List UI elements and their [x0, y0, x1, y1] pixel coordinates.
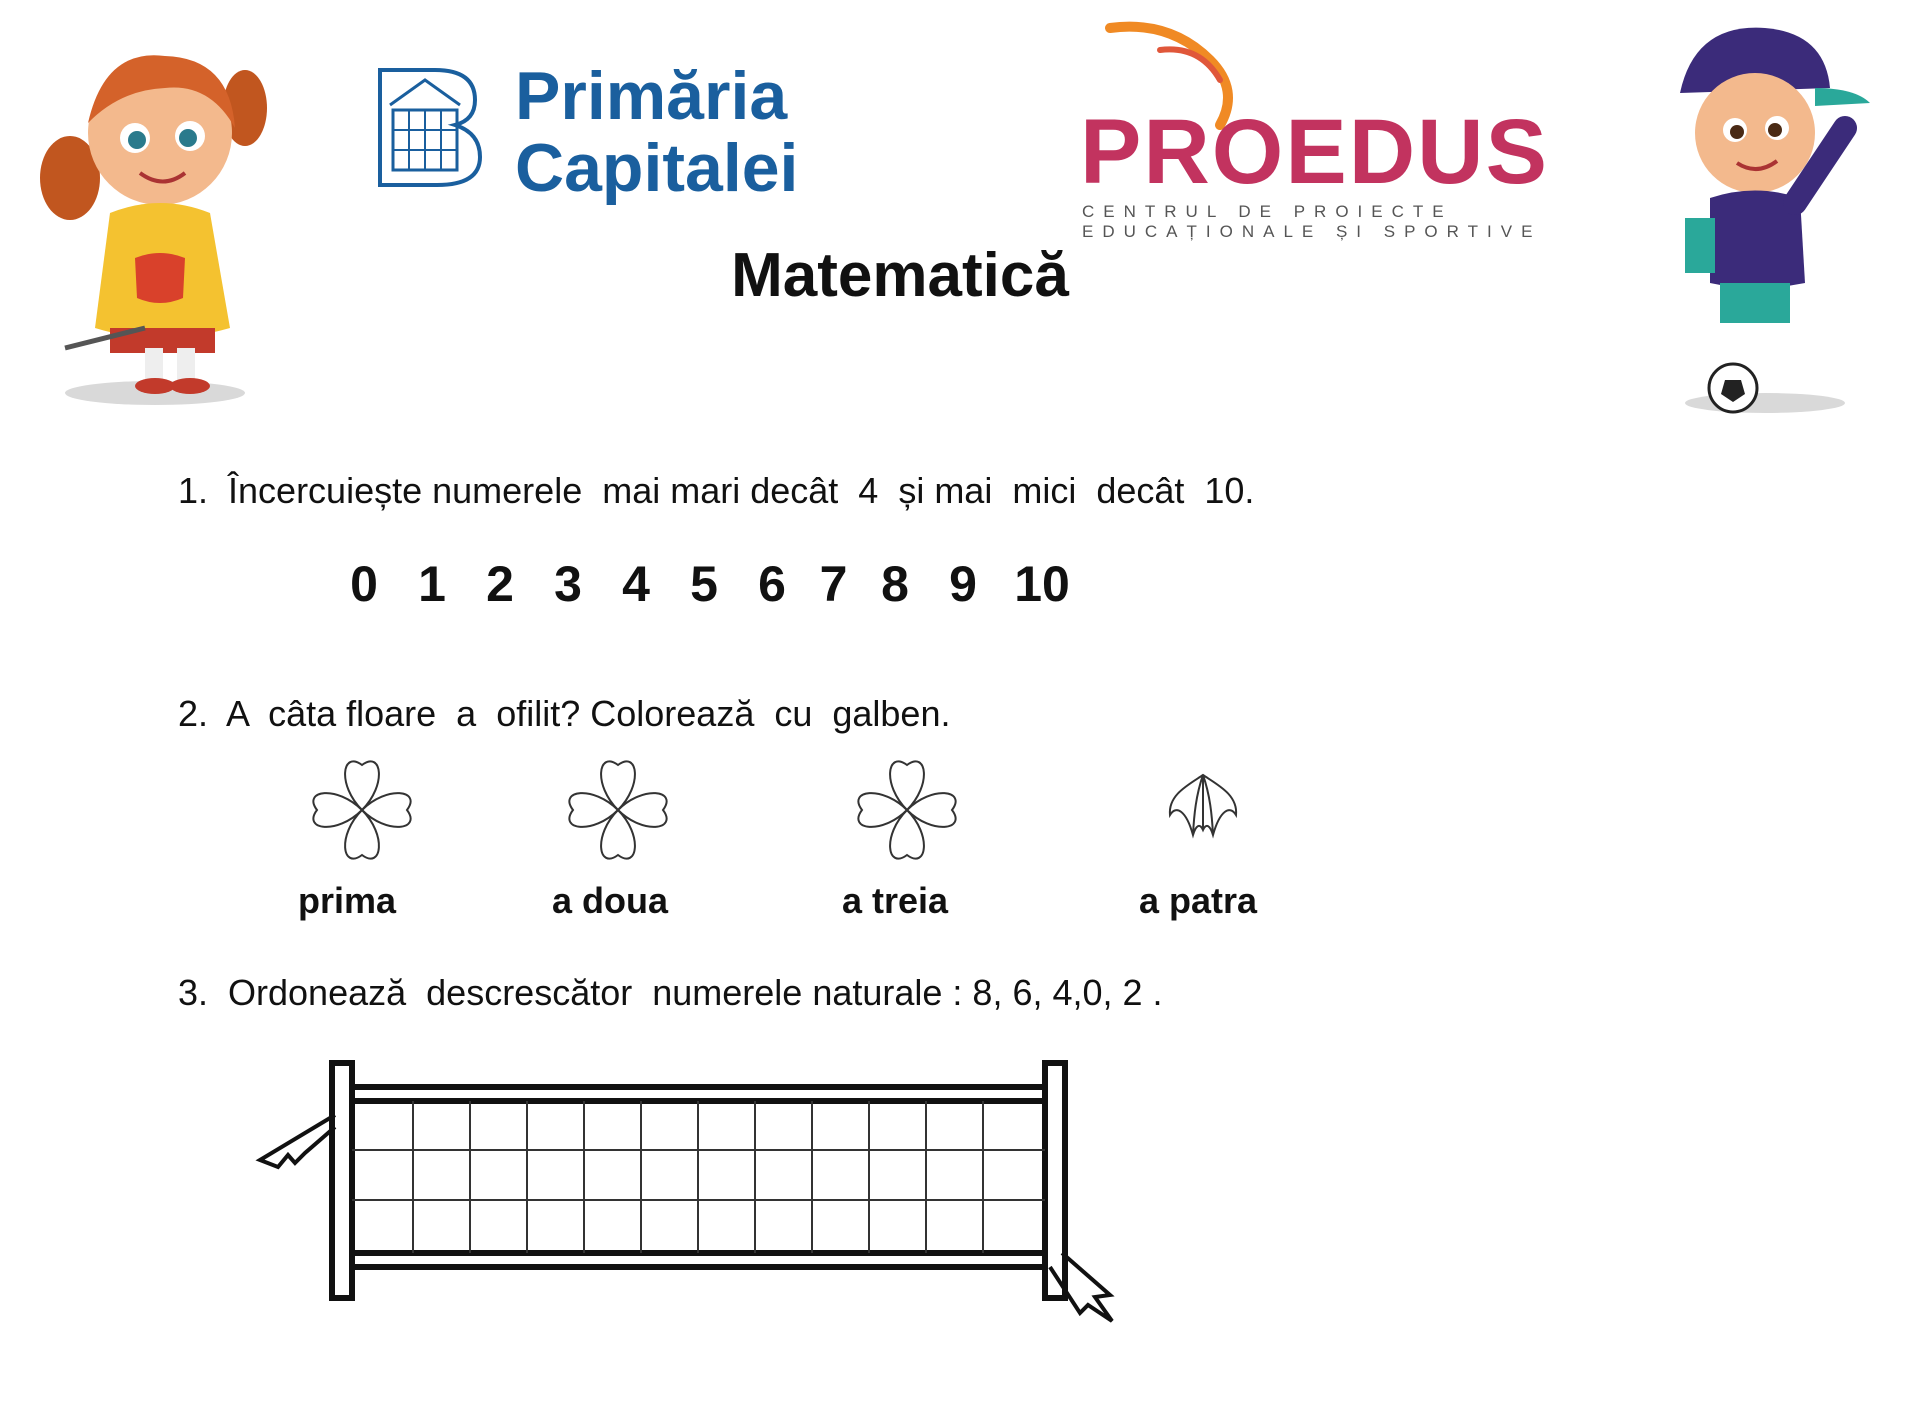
flower-label-2: a doua — [551, 880, 668, 921]
clover-flower-icon[interactable] — [553, 745, 683, 875]
number-0[interactable]: 0 — [350, 556, 378, 612]
primaria-capitalei-logo — [375, 58, 825, 206]
task1-number-row — [330, 555, 1087, 613]
flower-label-4: a patra — [1138, 880, 1258, 921]
number-1[interactable]: 1 — [418, 556, 446, 612]
task2-instruction: 2. A câta floare a ofilit? Colorează cu galben. — [178, 693, 951, 734]
proedus-subtitle-1: CENTRUL DE PROIECTE — [1082, 202, 1453, 221]
number-6[interactable]: 6 — [758, 556, 786, 612]
proedus-name: PROEDUS — [1080, 101, 1549, 203]
proedus-subtitle-2: EDUCAȚIONALE ȘI SPORTIVE — [1082, 222, 1542, 241]
primaria-logo-icon — [375, 65, 485, 190]
number-5[interactable]: 5 — [690, 556, 718, 612]
number-2[interactable]: 2 — [486, 556, 514, 612]
number-7[interactable]: 7 — [819, 556, 848, 612]
page-title: Matematică — [731, 241, 1069, 310]
number-8[interactable]: 8 — [881, 556, 909, 612]
clover-flower-icon[interactable] — [842, 745, 972, 875]
wilted-flower-icon[interactable] — [1158, 765, 1248, 855]
number-4[interactable]: 4 — [622, 556, 650, 612]
number-3[interactable]: 3 — [554, 556, 582, 612]
task1-instruction: 1. Încercuiește numerele mai mari decât 4 și mai mici decât 10. — [178, 470, 1255, 511]
task3-instruction: 3. Ordonează descrescător numerele naturale : 8, 6, 4,0, 2 . — [178, 972, 1163, 1013]
clover-flower-icon[interactable] — [297, 745, 427, 875]
flower-label-1: prima — [297, 880, 397, 921]
primaria-line1: Primăria — [515, 58, 788, 134]
number-10[interactable]: 10 — [1014, 556, 1070, 612]
flower-label-3: a treia — [841, 880, 949, 921]
volleyball-net-icon — [250, 1055, 1130, 1335]
primaria-line2: Capitalei — [515, 130, 799, 206]
girl-character-illustration — [25, 28, 275, 408]
proedus-logo — [1080, 20, 1549, 241]
boy-character-illustration — [1655, 18, 1895, 418]
number-9[interactable]: 9 — [949, 556, 977, 612]
